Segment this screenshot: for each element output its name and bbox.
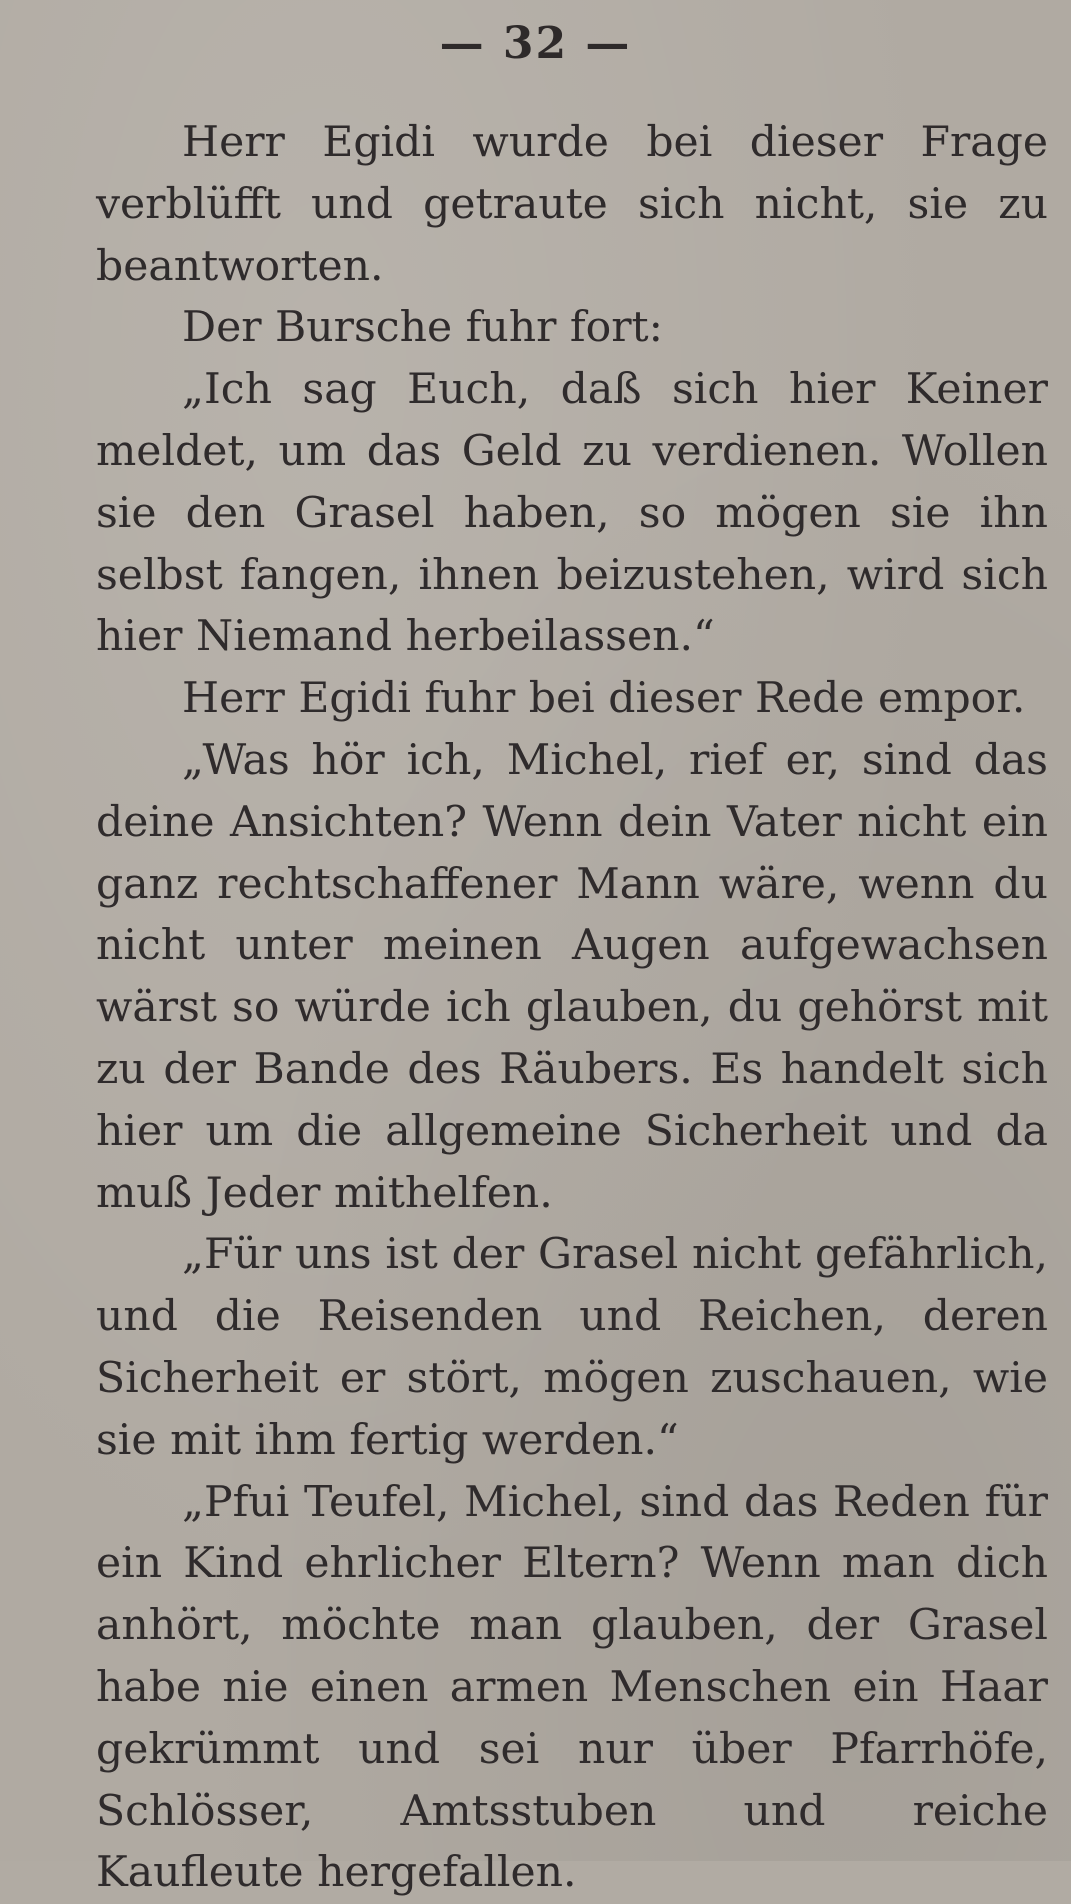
paragraph-6: „Für uns ist der Grasel nicht gefährlich, und die Reisenden und Reichen, deren Sicherheit er stört, mögen zuschauen, wie sie mit ihm fertig werden.“ — [96, 1230, 1048, 1465]
paragraph-7: „Pfui Teufel, Michel, sind das Reden für ein Kind ehrlicher Eltern? Wenn man dich anhört, möchte man glauben, der Grasel habe nie einen armen Menschen ein Haar gekrümmt und sei nur über Pfarrhöfe, Schlösser, Amtsstuben und reiche Kaufleute hergefallen. — [96, 1477, 1048, 1898]
paragraph-3: „Ich sag Euch, daß sich hier Keiner meldet, um das Geld zu verdienen. Wollen sie den Grasel haben, so mögen sie ihn selbst fangen, ihnen beizustehen, wird sich hier Niemand herbeilassen.“ — [96, 365, 1048, 662]
paragraph-4: Herr Egidi fuhr bei dieser Rede empor. — [182, 674, 1026, 724]
body-text — [96, 112, 1048, 1904]
paragraph-1: Herr Egidi wurde bei dieser Frage verblüfft und getraute sich nicht, sie zu beantworten. — [96, 118, 1048, 291]
page-number: — 32 — — [439, 18, 632, 69]
paragraph-2: Der Bursche fuhr fort: — [182, 303, 663, 353]
paragraph-5: „Was hör ich, Michel, rief er, sind das deine Ansichten? Wenn dein Vater nicht ein ganz rechtschaffener Mann wäre, wenn du nicht unter meinen Augen aufgewachsen wärst so würde ich glauben, du gehörst mit zu der Bande des Räubers. Es handelt sich hier um die allgemeine Sicherheit und da muß Jeder mithelfen. — [96, 735, 1048, 1218]
